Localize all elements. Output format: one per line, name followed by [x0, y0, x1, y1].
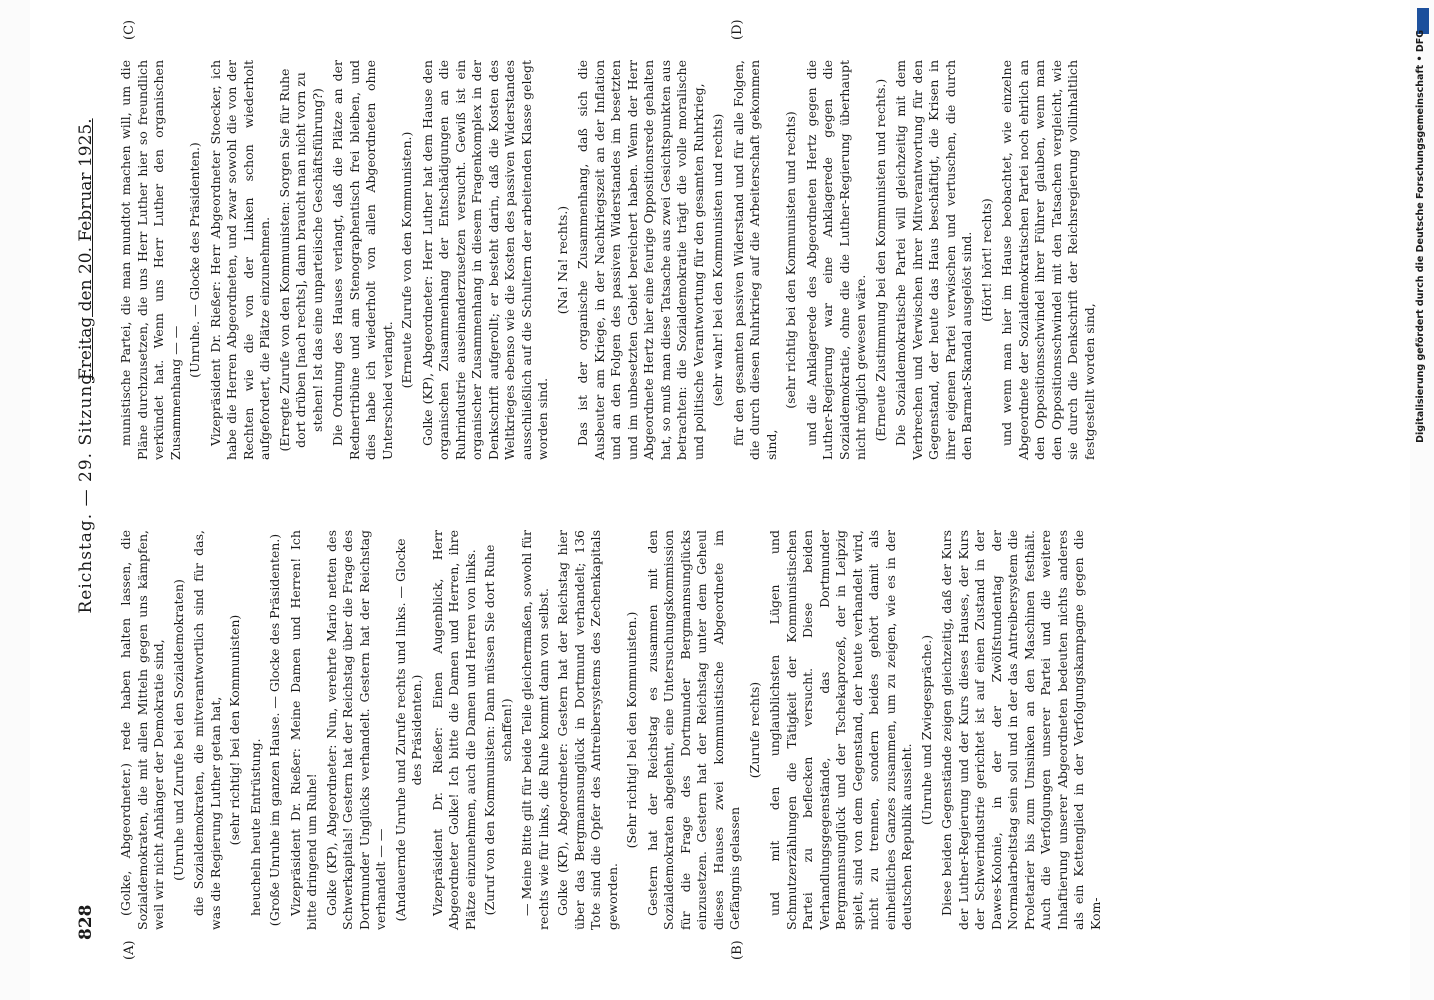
left-column-paragraph: Golke (KP), Abgeordneter: Nun, verehrte Mario netten des Schwerkapitals! Gestern hat der Reichstag über die Frage des Dortmunder Unglücks verhandelt. Gestern hat der Reichstag verhandelt — —: [323, 530, 388, 930]
right-column-stage-direction: (Erregte Zurufe von den Kommunisten: Sorgen Sie für Ruhe dort drüben [nach rechts], dann braucht man nicht vorn zu stehen! Ist das eine unparteiische Geschäftsführung?): [276, 68, 325, 452]
right-column-paragraph: und die Anklagerede des Abgeordneten Hertz gegen die Luther-Regierung war eine Anklagerede gegen die Sozialdemokratie, ohne die die Luther-Regierung überhaupt nicht möglich gewesen wäre.: [803, 60, 868, 460]
right-column: [118, 60, 1101, 460]
right-column-paragraph: Golke (KP), Abgeordneter: Herr Luther hat dem Hause den organischen Zusammenhang der Entschädigungen an die Ruhrindustrie auseinanderzusetzen versucht. Gewiß ist ein organischer Zusammenhang in diesem Fragenkomplex in der Denkschrift aufgerollt; er besteht darin, daß die Kosten des Weltkrieges ebenso wie die Kosten des passiven Widerstandes ausschließlich auf die Schultern der arbeitenden Klasse gelegt worden sind.: [419, 60, 550, 460]
left-column-stage-direction: (Unruhe und Zwiegespräche.): [918, 634, 934, 826]
left-column: [118, 530, 1107, 930]
left-column-stage-direction: (Sehr richtig! bei den Kommunisten.): [624, 611, 639, 849]
left-column-stage-direction: (Zuruf von den Kommunisten: Dann müssen Sie dort Ruhe schaffen!): [482, 544, 514, 916]
right-column-paragraph: Das ist der organische Zusammenhang, daß sich die Ausbeuter am Kriege, in der Nachkriegszeit an der Inflation und an den Folgen des passiven Widerstandes im besetzten und im unbesetzten Gebiet bereichert haben. Wenn der Herr Abgeordnete Hertz hier eine feurige Oppositionsrede gehalten hat, so muß man diese Tatsache aus zwei Gesichtspunkten aus betrachten: die Sozialdemokratie trägt die volle moralische und politische Verantwortung für den gesamten Ruhrkrieg,: [575, 60, 706, 460]
left-column-paragraph: Gestern hat der Reichstag es zusammen mit den Sozialdemokraten abgelehnt, eine Untersuchungskommission für die Frage des Dortmunder Bergmannsunglücks einzusetzen. Gestern hat der Reichstag unter dem Geheul dieses Hauses zwei kommunistische Abgeordnete im Gefängnis gelassen: [644, 530, 742, 930]
left-column-paragraph: heucheln heute Entrüstung.: [247, 738, 263, 916]
page-number: 828: [76, 904, 96, 940]
left-column-paragraph: Golke (KP), Abgeordneter: Gestern hat der Reichstag hier über das Bergmannsunglück in Dortmund verhandelt; 136 Tote sind die Opfer des Antreibersystems des Zechenkapitals geworden.: [555, 530, 620, 930]
margin-letter-a: (A): [122, 940, 137, 960]
left-column-paragraph: die Sozialdemokraten, die mitverantwortlich sind für das, was die Regierung Luther getan hat,: [191, 530, 223, 930]
left-column-paragraph: Vizepräsident Dr. Rießer: Meine Damen und Herren! Ich bitte dringend um Ruhe!: [287, 530, 319, 930]
left-column-paragraph: Diese beiden Gegenstände zeigen gleichzeitig, daß der Kurs der Luther-Regierung und der Kurs dieses Hauses, der Kurs der Schwerindustrie gerichtet ist auf einen Zustand in der Dawes-Kolonie, in der der Zwölfstundentag der Normalarbeitstag sein soll und in der das Antreibersystem die Proletarier bis zum Umsinken an den Maschinen festhält. Auch die Verfolgungen unserer Partei und die weitere Inhaftierung unserer Abgeordneten bedeuten nichts anderes als ein Kettenglied in der Verfolgungskampagne gegen die Kom-: [939, 530, 1103, 930]
right-column-stage-direction: (Hört! hört! rechts): [978, 198, 994, 322]
left-column-paragraph: Vizepräsident Dr. Rießer: Einen Augenblick, Herr Abgeordneter Golke! Ich bitte die Damen und Herren, ihre Plätze einzunehmen, auch die Damen und Herren von links.: [429, 530, 478, 930]
right-column-stage-direction: (Unruhe. — Glocke des Präsidenten.): [187, 142, 202, 378]
right-column-paragraph: für den gesamten passiven Widerstand und für alle Folgen, die durch diesen Ruhrkrieg auf die Arbeiterschaft gekommen sind,: [730, 60, 779, 460]
margin-letter-d: (D): [730, 19, 745, 40]
left-column-paragraph: — Meine Bitte gilt für beide Teile gleichermaßen, sowohl für rechts wie für links, die Ruhe kommt dann von selbst.: [519, 530, 551, 930]
left-column-paragraph: (Golke, Abgeordneter.) rede haben halten lassen, die Sozialdemokraten, die mit allen Mitteln gegen uns kämpfen, weil wir nicht Anhänger der Demokratie sind,: [118, 530, 166, 930]
left-column-stage-direction: (Unruhe und Zurufe bei den Sozialdemokraten): [170, 579, 186, 881]
right-column-stage-direction: (Erneute Zustimmung bei den Kommunisten und rechts.): [872, 78, 888, 442]
right-column-paragraph: Vizepräsident Dr. Rießer: Herr Abgeordneter Stoecker, ich habe die Herren Abgeordneten, und zwar sowohl die von der Rechten wie die von der Linken schon wiederholt aufgefordert, die Plätze einzunehmen.: [207, 60, 272, 460]
right-column-stage-direction: (sehr wahr! bei den Kommunisten und rechts): [710, 113, 725, 407]
page-title: Reichstag. — 29. Sitzung.: [76, 366, 96, 614]
margin-letter-b: (B): [730, 940, 745, 960]
right-column-paragraph: Die Sozialdemokratische Partei will gleichzeitig mit dem Verbrechen und Verwischen ihrer Mitverantwortung für den Gegenstand, der heute das Haus beschäftigt, die Krisen in ihrer eigenen Partei verwischen und vertuschen, die durch den Barmat-Skandal ausgelöst sind.: [893, 60, 974, 460]
left-column-stage-direction: (Große Unruhe im ganzen Hause. — Glocke des Präsidenten.): [267, 533, 282, 927]
right-column-paragraph: und wenn man hier im Hause beobachtet, wie einzelne Abgeordnete der Sozialdemokratischen Partei noch ehrlich an den Oppositionsschwindel ihrer Führer glauben, wenn man den Oppositionsschwindel mit den Tatsachen vergleicht, wie sie durch die Denkschrift der Reichsregierung vollinhaltlich festgestellt worden sind,: [999, 60, 1097, 460]
left-column-paragraph: und mit den unglaublichsten Lügen und Schmutzerzählungen die Tätigkeit der Kommunistischen Partei zu beflecken versucht. Diese beiden Verhandlungsgegenstände, das Dortmunder Bergmannsunglück und der Tschekaprozeß, der in Leipzig spielt, sind von dem Gegenstand, der heute verhandelt wird, nicht zu trennen, sondern beides gehört damit als einheitliches Ganzes zusammen, um zu zeigen, wie es in der deutschen Republik aussieht.: [767, 530, 914, 930]
right-column-stage-direction: (Erneute Zurufe von den Kommunisten.): [399, 131, 414, 389]
left-column-stage-direction: (Zurufe rechts): [746, 681, 762, 779]
digitization-credit: [1412, 0, 1430, 1000]
right-column-paragraph: munistische Partei, die man mundtot machen will, um die Pläne durchzusetzen, die uns Herr Luther hier so freundlich verkündet hat. Wenn uns Herr Luther den organischen Zusammenhang — —: [118, 60, 183, 460]
page: [30, 0, 1410, 1000]
right-column-stage-direction: (sehr richtig bei den Kommunisten und rechts): [783, 111, 798, 409]
page-date: Freitag den 20. Februar 1925.: [76, 118, 96, 380]
right-column-paragraph: Die Ordnung des Hauses verlangt, daß die Plätze an der Rednertribüne und am Stenographentisch frei bleiben, und dies habe ich wiederholt von allen Abgeordneten ohne Unterschied verlangt.: [330, 60, 395, 460]
margin-letter-c: (C): [122, 19, 137, 40]
left-column-stage-direction: (sehr richtig! bei den Kommunisten): [227, 614, 242, 846]
credit-text: Digitalisierung gefördert durch die Deutsche Forschungsgemeinschaft • DFG: [1415, 30, 1426, 443]
page-header: [76, 40, 106, 940]
left-column-stage-direction: (Andauernde Unruhe und Zurufe rechts und links. — Glocke des Präsidenten.): [392, 538, 424, 922]
right-column-stage-direction: (Na! Na! rechts.): [554, 205, 570, 315]
